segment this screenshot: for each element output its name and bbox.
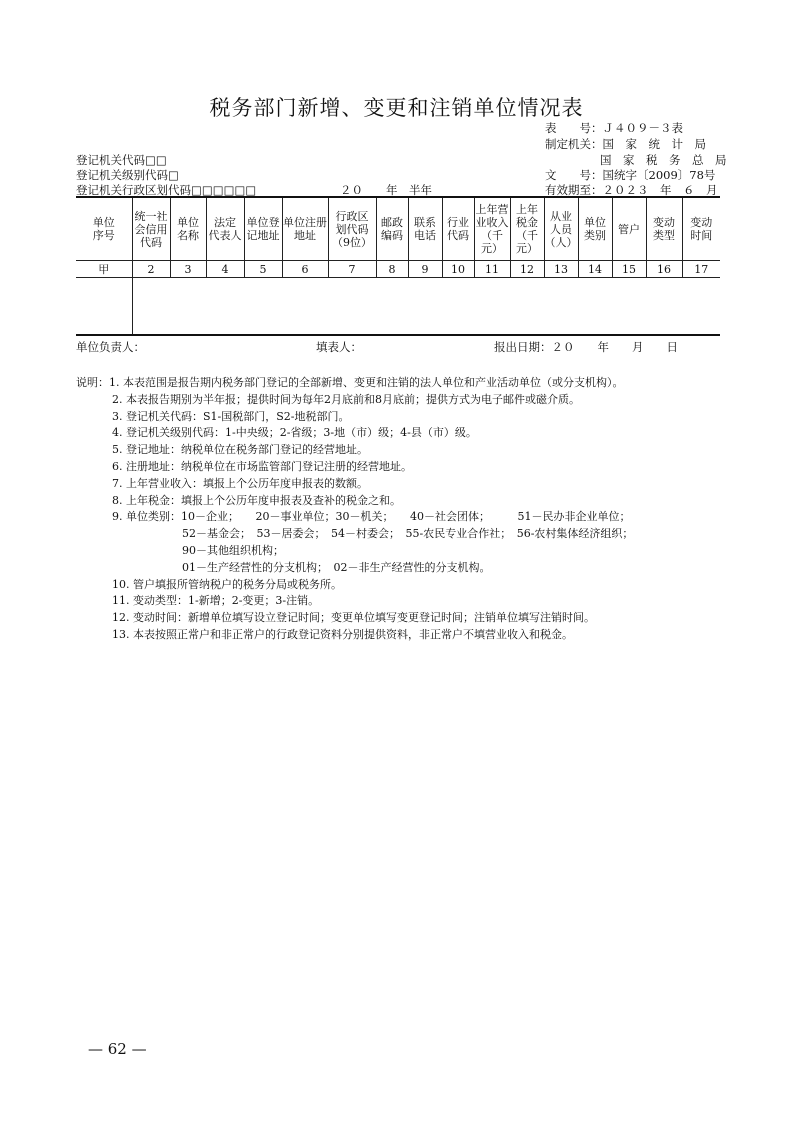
column-index: 2 (132, 261, 170, 278)
note-line: 13. 本表按照正常户和非正常户的行政登记资料分别提供资料，非正常户不填营业收入和税金。 (112, 627, 573, 641)
column-header: 从业 人员 （人） (544, 197, 578, 261)
column-index: 16 (646, 261, 682, 278)
note-line: 10. 管户填报所管纳税户的税务分局或税务所。 (112, 577, 342, 591)
note-line: 4. 登记机关级别代码：1-中央级；2-省级；3-地（市）级；4-县（市）级。 (112, 426, 477, 440)
reg-office-code: 登记机关代码□□ (76, 153, 167, 167)
column-header: 单位 序号 (76, 197, 132, 261)
notes-section (76, 375, 633, 644)
column-header: 法定 代表人 (206, 197, 244, 261)
note-line: 8. 上年税金：填报上个公历年度申报表及查补的税金之和。 (112, 493, 401, 507)
column-index: 15 (612, 261, 646, 278)
note-line: 9. 单位类别：10－企业； 20－事业单位；30－机关； 40－社会团体； 51－民办非企业单位； (112, 510, 631, 524)
filler-label: 填表人： (316, 340, 362, 354)
column-index: 14 (578, 261, 612, 278)
column-header: 单位登 记地址 (244, 197, 282, 261)
column-index: 甲 (76, 261, 132, 278)
note-line: 12. 变动时间：新增单位填写设立登记时间；变更单位填写变更登记时间；注销单位填写注销时间。 (112, 611, 595, 625)
data-cell-serial[interactable] (76, 278, 132, 336)
report-table (76, 196, 720, 336)
note-line: 11. 变动类型：1-新增；2-变更；3-注销。 (112, 594, 320, 608)
column-index: 8 (376, 261, 408, 278)
column-index: 5 (244, 261, 282, 278)
unit-head-label: 单位负责人： (76, 340, 145, 354)
column-index: 6 (282, 261, 328, 278)
page-number: — 62 — (88, 1040, 147, 1058)
column-header: 变动 时间 (682, 197, 720, 261)
column-index: 17 (682, 261, 720, 278)
note-line: 说明：1. 本表范围是报告期内税务部门登记的全部新增、变更和注销的法人单位和产业活动单位（或分支机构）。 (76, 376, 624, 389)
column-header: 单位注册 地址 (282, 197, 328, 261)
note-line: 6. 注册地址：纳税单位在市场监管部门登记注册的经营地址。 (112, 459, 412, 473)
report-date-label: 报出日期：２０ 年 月 日 (494, 340, 678, 354)
column-index: 4 (206, 261, 244, 278)
issuing-authority: 制定机关：国 家 统 计 局 (545, 137, 706, 151)
column-header: 单位 名称 (170, 197, 206, 261)
column-index: 13 (544, 261, 578, 278)
page-title: 税务部门新增、变更和注销单位情况表 (209, 96, 584, 120)
column-index: 7 (328, 261, 376, 278)
header-row (76, 197, 720, 261)
column-header: 统一社 会信用 代码 (132, 197, 170, 261)
note-line: 3. 登记机关代码：S1-国税部门，S2-地税部门。 (112, 409, 350, 423)
document-number: 文 号：国统字〔2009〕78号 (545, 168, 716, 182)
form-number: 表 号：Ｊ４０９－３表 (545, 121, 683, 135)
column-header: 单位 类别 (578, 197, 612, 261)
column-index: 3 (170, 261, 206, 278)
report-period: ２０ 年 半年 (340, 183, 432, 197)
column-header: 邮政 编码 (376, 197, 408, 261)
issuing-authority-2: 国 家 税 务 总 局 (600, 153, 727, 167)
column-header: 行业 代码 (442, 197, 474, 261)
column-header: 上年 税金 （千 元） (510, 197, 544, 261)
column-index: 9 (408, 261, 442, 278)
column-index: 11 (474, 261, 510, 278)
note-line: 52－基金会； 53－居委会； 54－村委会； 55-农民专业合作社； 56-农村集体经济组织； (182, 527, 634, 541)
column-header: 行政区 划代码 （9位） (328, 197, 376, 261)
column-header: 变动 类型 (646, 197, 682, 261)
reg-office-area-code: 登记机关行政区划代码□□□□□□ (76, 183, 257, 197)
note-line: 90－其他组织机构； (182, 543, 284, 557)
note-line: 7. 上年营业收入：填报上个公历年度申报表的数额。 (112, 476, 368, 490)
column-header: 上年营 业收入 （千 元） (474, 197, 510, 261)
note-line: 01－生产经营性的分支机构； 02－非生产经营性的分支机构。 (182, 560, 491, 574)
reg-office-level-code: 登记机关级别代码□ (76, 168, 179, 182)
column-index: 10 (442, 261, 474, 278)
index-row (76, 261, 720, 278)
data-row (76, 278, 720, 336)
column-header: 联系 电话 (408, 197, 442, 261)
column-header: 管户 (612, 197, 646, 261)
column-index: 12 (510, 261, 544, 278)
note-line: 5. 登记地址：纳税单位在税务部门登记的经营地址。 (112, 443, 368, 457)
data-cell-body[interactable] (132, 278, 720, 336)
valid-until: 有效期至：２０２３ 年 ６ 月 (545, 183, 718, 197)
note-line: 2. 本表报告期别为半年报；提供时间为每年2月底前和8月底前；提供方式为电子邮件或磁介质。 (112, 392, 580, 406)
